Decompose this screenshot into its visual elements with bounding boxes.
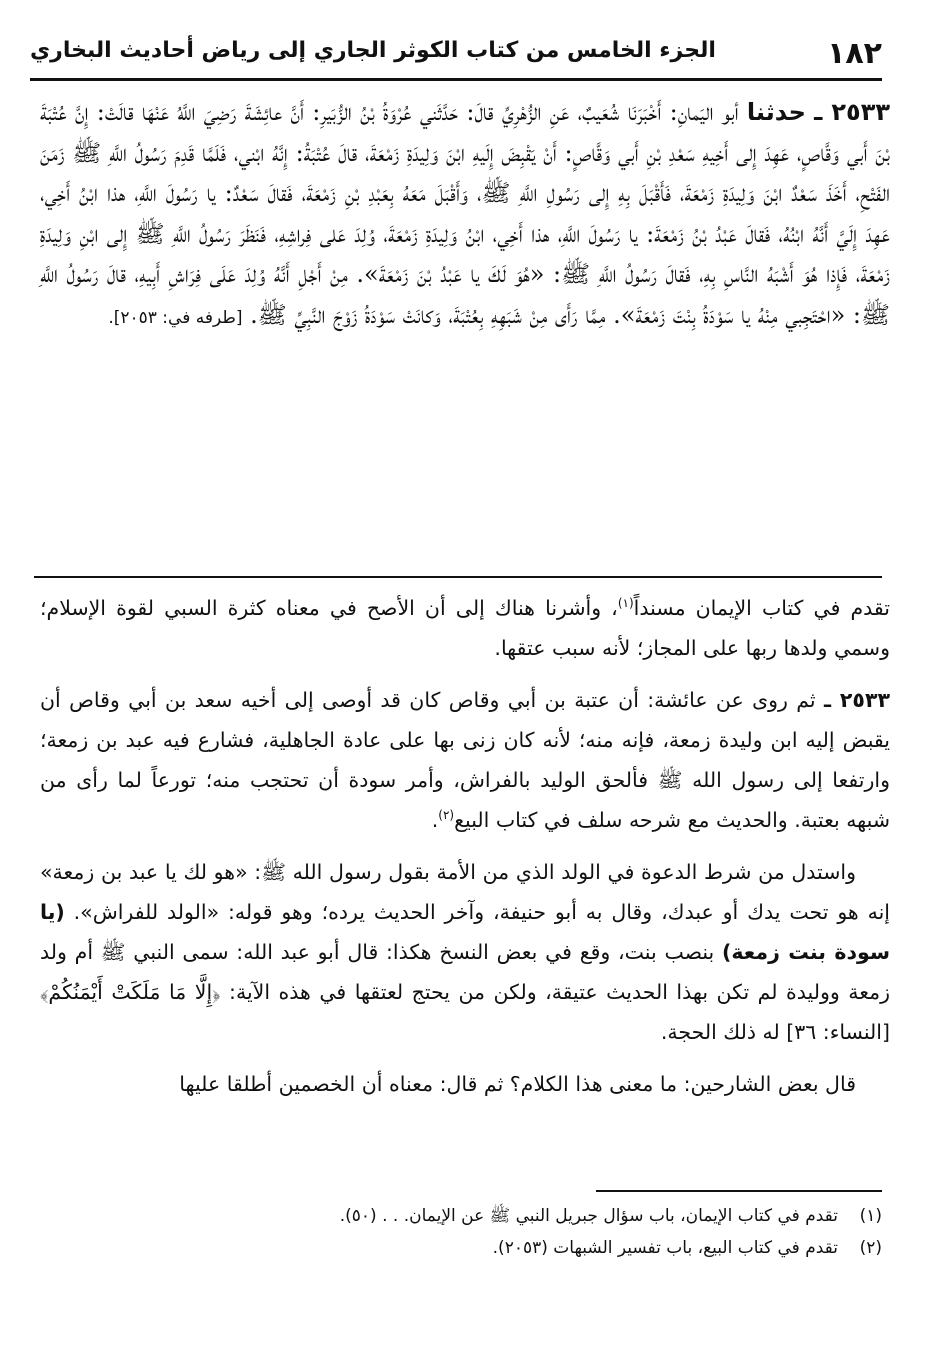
footnote-text: تقدم في كتاب الإيمان، باب سؤال جبريل النبي ﷺ عن الإيمان. . . (٥٠). [339, 1206, 838, 1226]
paragraph-text: قال بعض الشارحين: ما معنى هذا الكلام؟ ثم قال: معناه أن الخصمين أطلقا عليها [179, 1072, 856, 1096]
paragraph-text: بنصب بنت، وقع في بعض النسخ هكذا: قال أبو عبد الله: سمى النبي ﷺ أم ولد زمعة ووليدة لم تكن بهذا الحديث عتيقة، ولكن من يحتج لعتقها في هذه الآية: ﴿إِلَّا مَا مَلَكَتْ أَيْمَنُكُمْ﴾ [النساء: ٣٦] له ذلك الحجة. [40, 940, 890, 1044]
section-divider [34, 576, 882, 578]
commentary-paragraph [40, 1064, 890, 1104]
commentary-paragraph [40, 852, 890, 1052]
hadith-body: أبو اليَمانِ: أَخْبَرَنَا شُعَيبٌ، عَنِ الزُّهْرِيِّ قالَ: حَدَّثَني عُرْوَةُ بْنُ الزُّبَيرِ: أَنَّ عائِشَةَ رَضِيَ اللَّهُ عَنْهَا قالَتْ: إِنَّ عُتْبَةَ بْنَ أَبي وَقَّاصٍ، عَهِدَ إِلى أَخِيهِ سَعْدِ بْنِ أَبي وَقَّاصٍ: أَنْ يَقْبِضَ إِلَيهِ ابْنَ وَلِيدَةِ زَمْعَةَ، قالَ عُتْبَةُ: إِنَّهُ ابْني، فَلَمَّا قَدِمَ رَسُولُ اللَّهِ ﷺ زَمَنَ الفَتْحِ، أَخَذَ سَعْدٌ ابْنَ وَلِيدَةِ زَمْعَةَ، فَأَقْبَلَ بِهِ إِلى رَسُولِ اللَّهِ ﷺ، وَأَقْبَلَ مَعَهُ بِعَبْدِ بْنِ زَمْعَةَ، فَقالَ سَعْدٌ: يا رَسُولَ اللَّهِ، هذا ابْنُ أَخِي، عَهِدَ إِلَيَّ أَنَّهُ ابْنُهُ، فَقالَ عَبْدُ بْنُ زَمْعَةَ: يا رَسُولَ اللَّهِ، هذا أَخِي، ابْنُ وَلِيدَةِ زَمْعَةَ، وُلِدَ عَلى فِراشِهِ، فَنَظَرَ رَسُولُ اللَّهِ ﷺ إِلى ابْنِ وَلِيدَةِ زَمْعَةَ، فَإِذا هُوَ أَشْبَهُ النَّاسِ بِهِ، فَقالَ رَسُولُ اللَّهِ ﷺ: «هُوَ لَكَ يا عَبْدُ بْنَ زَمْعَةَ». مِنْ أَجْلِ أَنَّهُ وُلِدَ عَلَى فِرَاشِ أَبِيهِ، قالَ رَسُولُ اللَّهِ ﷺ: «احْتَجِبي مِنْهُ يا سَوْدَةُ بِنْتَ زَمْعَةَ». مِمَّا رَأَى مِنْ شَبَهِهِ بِعُتْبَةَ، وَكانَتْ سَوْدَةُ زَوْجَ النَّبِيِّ ﷺ. [40, 98, 890, 329]
cross-reference: [طرفه في: ٢٠٥٣]. [108, 307, 243, 328]
page-number: ١٨٢ [827, 36, 882, 71]
footnote-divider [596, 1190, 882, 1192]
commentary [40, 588, 890, 1116]
footnote-2 [40, 1232, 882, 1264]
page-header [30, 28, 882, 88]
footnote-number: (٢) [859, 1238, 882, 1258]
hadith-text [40, 92, 890, 338]
commentary-paragraph [40, 680, 890, 840]
footnote-ref-2[interactable]: (٢) [438, 808, 455, 823]
hadith-number: ٢٥٣٣ ـ [814, 98, 890, 126]
footnote-ref-1[interactable]: (١) [617, 596, 634, 611]
commentary-hadith-number: ٢٥٣٣ ـ [823, 688, 890, 712]
paragraph-text: تقدم في كتاب الإيمان مسنداً [633, 596, 891, 620]
footnotes [40, 1200, 882, 1264]
paragraph-text: واستدل من شرط الدعوة في الولد الذي من الأمة بقول رسول الله ﷺ: «هو لك يا عبد بن زمعة» إنه هو تحت يدك أو عبدك، وقال به أبو حنيفة، وآخر الحديث يرده؛ وهو قوله: «الولد للفراش». [40, 860, 890, 924]
footnote-number: (١) [859, 1206, 882, 1226]
header-rule [30, 78, 882, 81]
commentary-paragraph [40, 588, 890, 668]
running-title: الجزء الخامس من كتاب الكوثر الجاري إلى رياض أحاديث البخاري [30, 38, 716, 63]
footnote-1 [40, 1200, 882, 1232]
paragraph-text: . [431, 808, 439, 832]
bold-phrase: (يا سودة بنت زمعة) [40, 900, 890, 964]
paragraph-text: ثم روى عن عائشة: أن عتبة بن أبي وقاص كان قد أوصى إلى أخيه سعد بن أبي وقاص أن يقبض إليه ابن وليدة زمعة، فإنه منه؛ لأنه كان زنى بها على عادة الجاهلية، فشارع فيه عبد بن زمعة؛ وارتفعا إلى رسول الله ﷺ فألحق الوليد بالفراش، وأمر سودة أن تحتجب منه؛ تورعاً لما رأى من شبهه بعتبة. والحديث مع شرحه سلف في كتاب البيع [40, 688, 890, 832]
footnote-text: تقدم في كتاب البيع، باب تفسير الشبهات (٢٠٥٣). [492, 1238, 838, 1258]
hadith-opening: حدثنا [746, 98, 806, 126]
paragraph-text: ، وأشرنا هناك إلى أن الأصح في معناه كثرة السبي لقوة الإسلام؛ وسمي ولدها ربها على المجاز؛ لأنه سبب عتقها. [40, 596, 890, 660]
